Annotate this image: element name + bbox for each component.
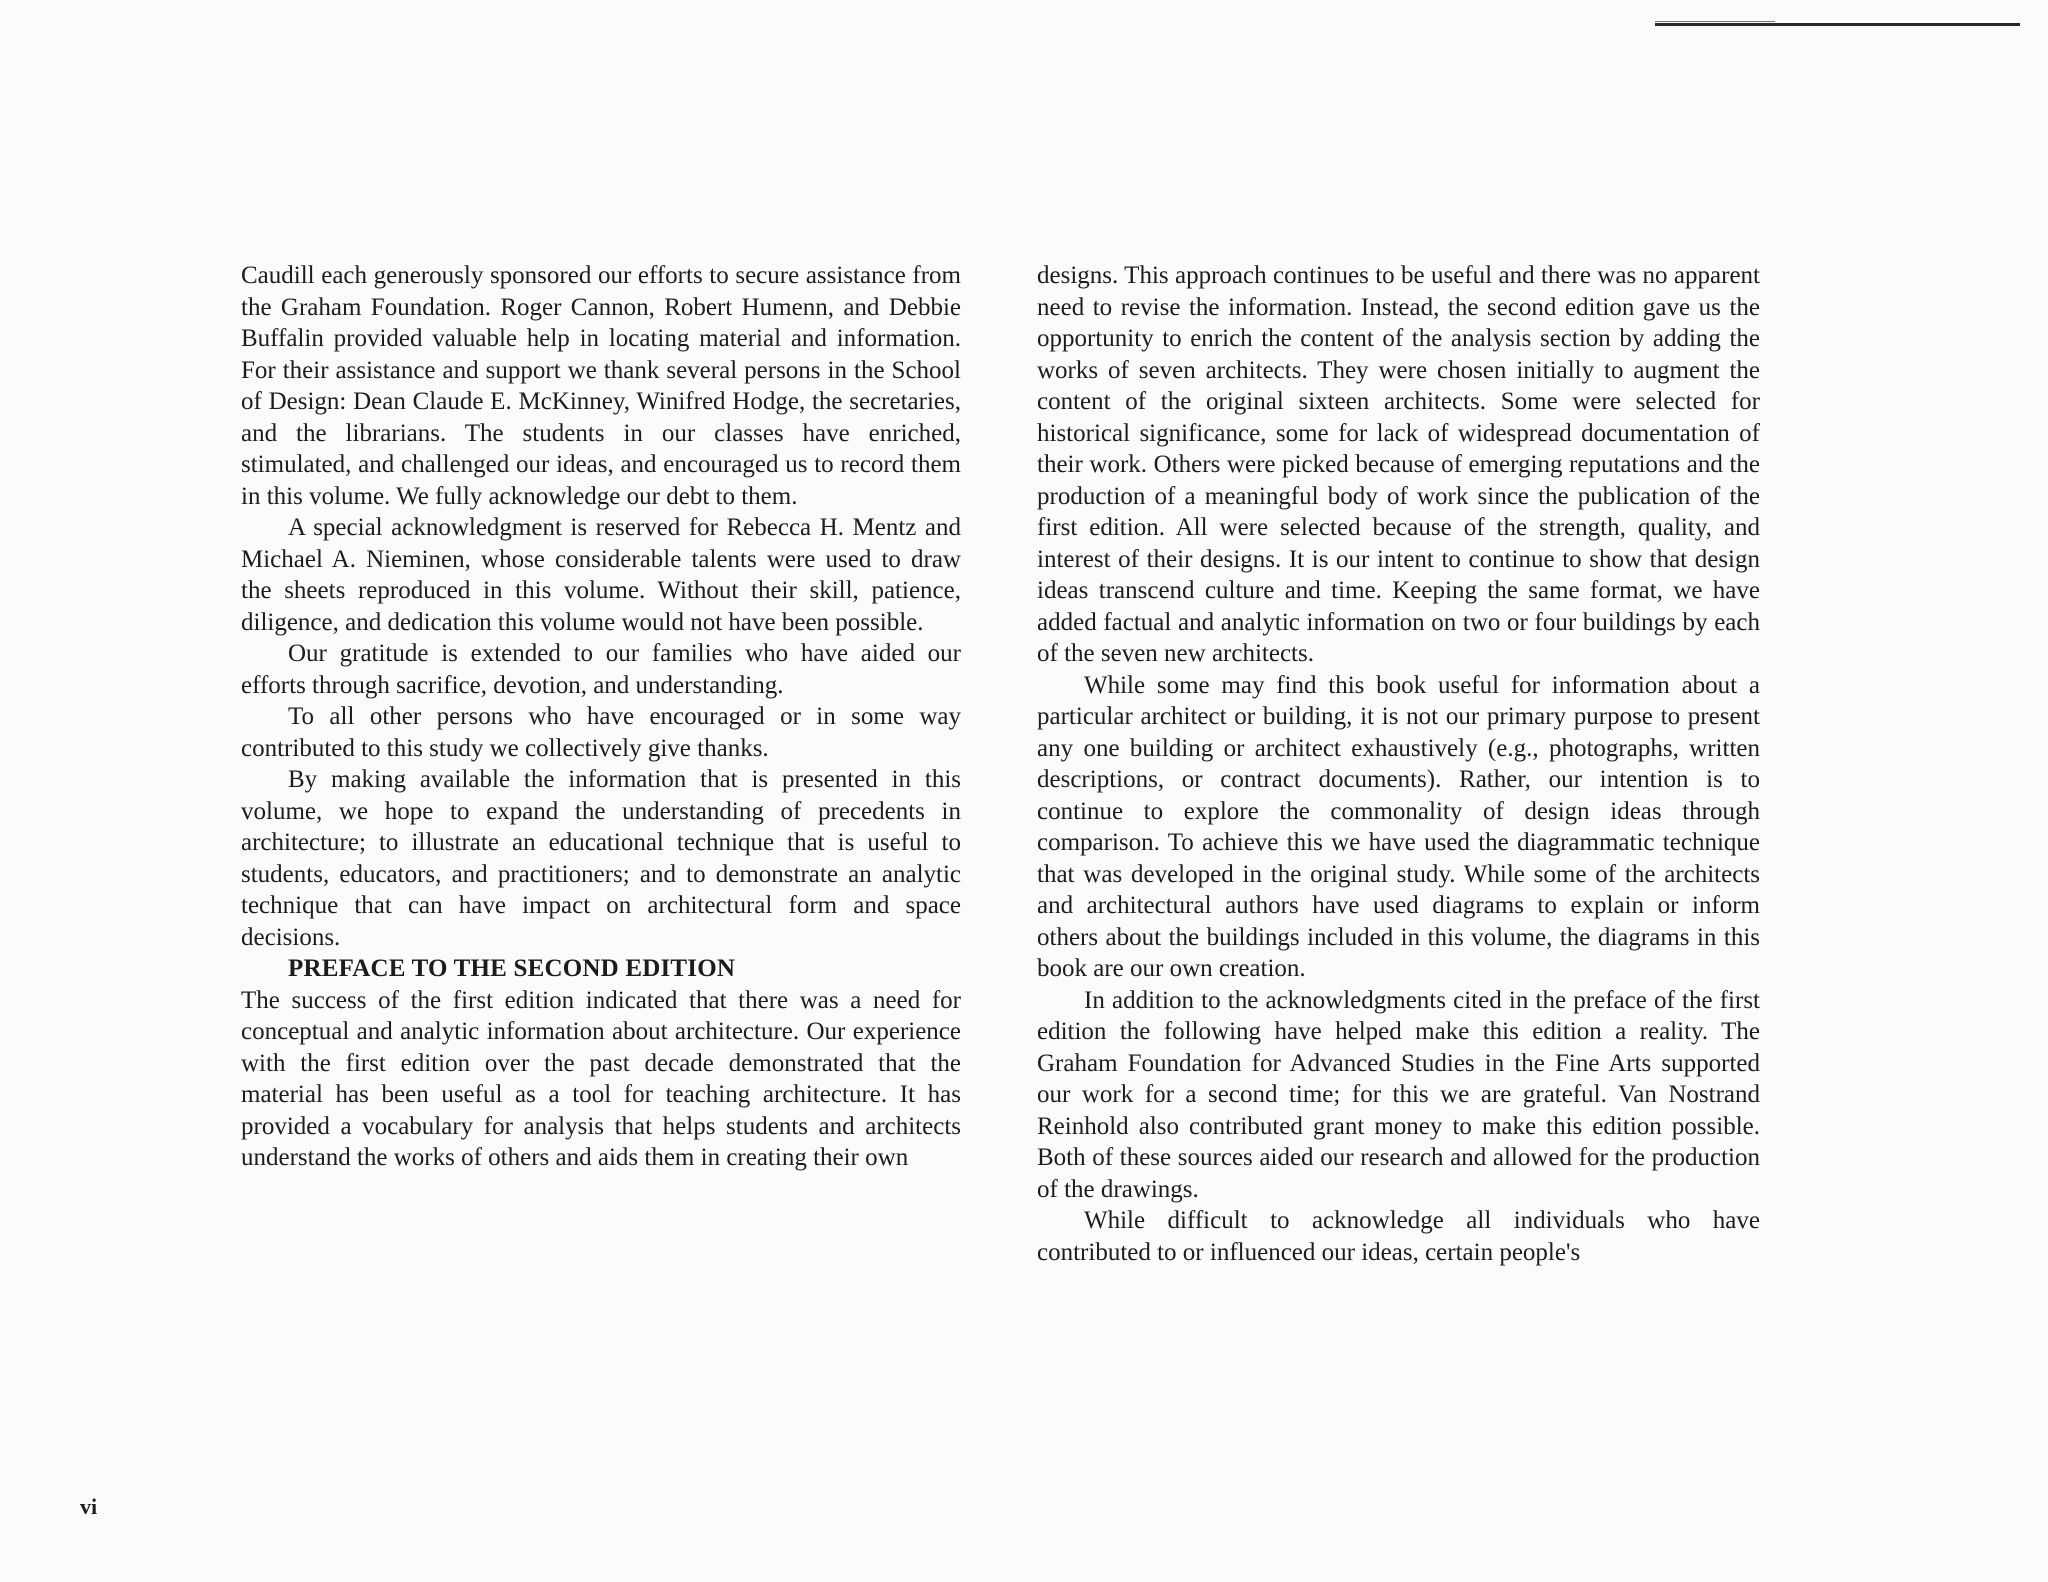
paragraph-designs: designs. This approach continues to be useful and there was no apparent need to revise the information. Instead, the second edition gave us the opportunity to enrich the content of the analysis section by adding the works of seven architects. They were chosen initially to augment the content of the original sixteen architects. Some were selected for historical significance, some for lack of widespread documentation of their work. Others were picked because of emerging reputations and the production of a meaningful body of work since the publication of the first edition. All were selected because of the strength, quality, and interest of their designs. It is our intent to continue to show that design ideas transcend culture and time. Keeping the same format, we have added factual and analytic information on two or four buildings by each of the seven new architects. [1037, 262, 1760, 667]
paragraph-individuals: While difficult to acknowledge all individuals who have contributed to or influenced our ideas, certain people's [1037, 1207, 1760, 1266]
paragraph-second-edition-acknowledgments: In addition to the acknowledgments cited in the preface of the first edition the following have helped make this edition a reality. The Graham Foundation for Advanced Studies in the Fine Arts supported our work for a second time; for this we are grateful. Van Nostrand Reinhold also contributed grant money to make this edition possible. Both of these sources aided our research and allowed for the production of the drawings. [1037, 986, 1760, 1203]
paragraph-preface-second-edition: The success of the first edition indicated that there was a need for conceptual and analytic information about architecture. Our experience with the first edition over the past decade demonstrated that the material has been useful as a tool for teaching architecture. It has provided a vocabulary for analysis that helps students and architects understand the works of others and aids them in creating their own [241, 986, 961, 1171]
scan-artifact-rule [1655, 23, 2020, 26]
paragraph-acknowledgments: Caudill each generously sponsored our efforts to secure assistance from the Graham Foundation. Roger Cannon, Robert Humenn, and Debbie Buffalin provided valuable help in locating material and information. For their assistance and support we thank several persons in the School of Design: Dean Claude E. McKinney, Winifred Hodge, the secretaries, and the librarians. The students in our classes have enriched, stimulated, and challenged our ideas, and encouraged us to record them in this volume. We fully acknowledge our debt to them. [241, 262, 961, 510]
page-number: vi [80, 1494, 98, 1519]
paragraph-other-persons: To all other persons who have encouraged or in some way contributed to this study we collectively give thanks. [241, 703, 961, 762]
paragraph-book-usefulness: While some may find this book useful for information about a particular architect or building, it is not our primary purpose to present any one building or architect exhaustively (e.g., photographs, written descriptions, or contract documents). Rather, our intention is to continue to explore the commonality of design ideas through comparison. To achieve this we have used the diagrammatic technique that was developed in the original study. While some of the architects and architectural authors have used diagrams to explain or inform others about the buildings included in this volume, the diagrams in this book are our own creation. [1037, 671, 1760, 982]
scan-artifact-thin-line [1655, 21, 1775, 22]
left-column [241, 260, 961, 1174]
paragraph-special-acknowledgment: A special acknowledgment is reserved for Rebecca H. Mentz and Michael A. Nieminen, whose considerable talents were used to draw the sheets reproduced in this volume. Without their skill, patience, diligence, and dedication this volume would not have been possible. [241, 514, 961, 636]
paragraph-purpose: By making available the information that is presented in this volume, we hope to expand the understanding of precedents in architecture; to illustrate an educational technique that is useful to students, educators, and practitioners; and to demonstrate an analytic technique that can have impact on architectural form and space decisions. [241, 766, 961, 951]
section-heading: PREFACE TO THE SECOND EDITION [288, 955, 736, 982]
right-column [1037, 260, 1760, 1268]
paragraph-families: Our gratitude is extended to our families who have aided our efforts through sacrifice, devotion, and understanding. [241, 640, 961, 699]
